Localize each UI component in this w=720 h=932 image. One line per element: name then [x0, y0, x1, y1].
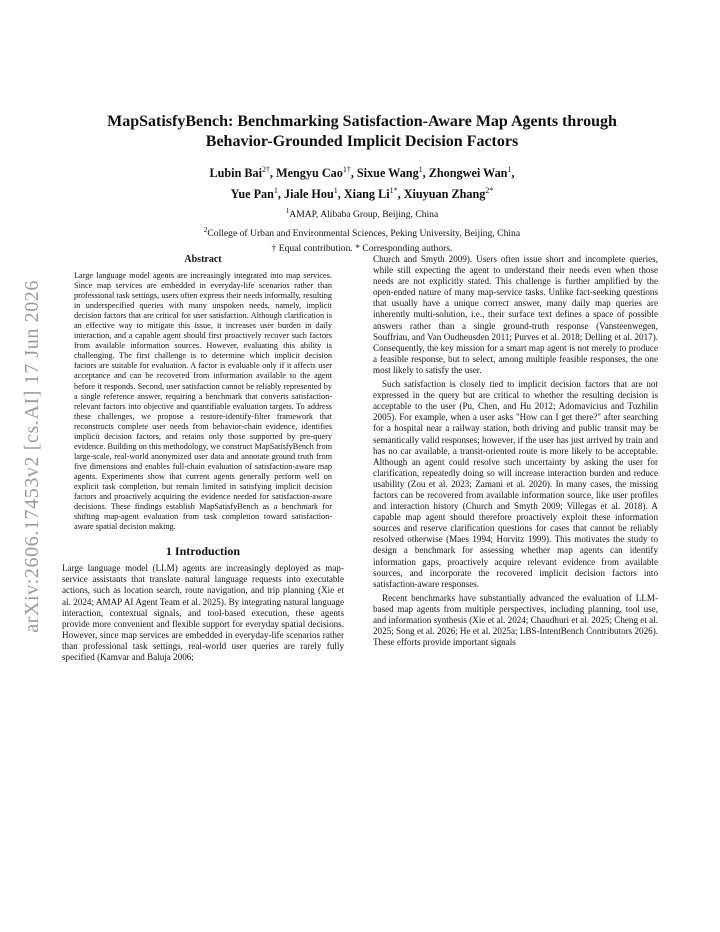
author-name: Lubin Bai: [209, 166, 263, 181]
introduction-paragraph: Large language model (LLM) agents are increasingly deployed as map-service assistants that translate natural language requests into executable actions, such as location search, route navigation, and trip planning (Xie et al. 2024; AMAP AI Agent Team et al. 2025). By integrating natural language interaction, contextual signals, and tool-based execution, these agents provide more convenient and flexible support for everyday spatial decisions. However, since map services are embedded in everyday-life scenarios rather than professional task settings, real-world user queries are rarely fully specified (Kamvar and Baluja 2006;: [62, 563, 344, 662]
paper-header: [62, 112, 662, 255]
title-line-2: Behavior-Grounded Implicit Decision Factors: [205, 133, 519, 150]
abstract-heading: Abstract: [184, 254, 222, 265]
title-line-1: MapSatisfyBench: Benchmarking Satisfaction-Aware Map Agents through: [107, 113, 617, 130]
author-name: Zhongwei Wan: [428, 166, 508, 181]
author-name: Yue Pan: [230, 187, 274, 202]
right-column: [373, 254, 658, 648]
author-sup: 1: [333, 186, 338, 196]
author-sup: 1: [507, 165, 512, 174]
abstract-text: Large language model agents are increasingly integrated into map services. Since map services are embedded in everyday-life scenarios rather than professional task settings, users often express their needs informally, resulting in underspecified queries with many unspoken needs, namely, implicit decision factors that are critical for user satisfaction. Although clarification is an effective way to mitigate this issue, it increases user burden in daily interaction, and a capable agent should first proactively recover such factors from available information sources. However, evaluating this ability is challenging. The first challenge is to determine which implicit decision factors are suitable for evaluation. A factor is evaluable only if it affects user acceptance and can be recovered from information available to the agent before it responds. Second, user satisfaction cannot be reliably represented by a single reference answer, requiring a benchmark that converts satisfaction-relevant factors into objective and quantifiable evaluation targets. To address these challenges, we propose a restore-identify-filter framework that reconstructs complete user needs from behavior-chain evidence, identifies implicit decision factors, and retains only those supported by pre-query evidence. Building on this methodology, we construct MapSatisfyBench from large-scale, real-world anonymized user data and annotate ground truth from five dimensions and enables full-chain evaluation of satisfaction-aware map agents. Experiments show that current agents generally perform well on explicit task completion, but remain limited in satisfying implicit decision factors and proactively acquiring the evidence needed for satisfaction-aware decisions. These findings establish MapSatisfyBench as a benchmark for shifting map-agent evaluation from task completion toward satisfaction-aware spatial decision making.: [74, 271, 332, 532]
affiliation-2: [62, 224, 662, 241]
author-sup: 2†: [262, 165, 271, 174]
author-name: Sixue Wang: [356, 166, 419, 181]
right-paragraph-1: Church and Smyth 2009). Users often issue short and incomplete queries, while still expecting the agent to understand their needs even when those needs are not explicitly stated. This challenge is further amplified by the open-ended nature of many map-service tasks. Unlike fact-seeking questions that usually have a unique correct answer, many daily map queries are inherently multi-solution, i.e., their surface text defines a space of possible answers rather than a single ground-truth response (Vansteenwegen, Souffriau, and Van Oudheusden 2011; Purves et al. 2018; Delling et al. 2017). Consequently, the key mission for a smart map agent is not merely to produce a feasible response, but to select, among multiple feasible responses, the one most likely to satisfy the user.: [373, 254, 658, 375]
affiliation-sup: 1: [285, 207, 290, 216]
author-name: Jiale Hou: [284, 187, 334, 202]
affiliation-text: College of Urban and Environmental Sciences, Peking University, Beijing, China: [207, 228, 521, 239]
right-paragraph-2: Such satisfaction is closely tied to implicit decision factors that are not expressed in the query but are critical to whether the resulting decision is acceptable to the user (Pu, Chen, and Hu 2012; Adomavicius and Tuzhilin 2005). For example, when a user asks "How can I get there?" after searching for a hospital near a railway station, both driving and public transit may be semantically valid responses; however, if the user has just arrived by train and has no car available, a transit-oriented route is more likely to be acceptable. Although an agent could resolve such uncertainty by asking the user for clarification, repeatedly doing so will increase interaction burden and reduce usability (Zou et al. 2023; Zamani et al. 2020). In many cases, the missing factors can be recovered from available information source, like user profiles and interaction history (Church and Smyth 2009; Villegas et al. 2018). A capable map agent should therefore proactively exploit these information sources and reserve clarification questions for cases that cannot be reliably resolved otherwise (Maes 1994; Horvitz 1999). This motivates the study to design a benchmark for assessing whether map agents can identify information gaps, proactively acquire relevant evidence from available sources, and incorporate the recovered implicit decision factors into satisfaction-aware responses.: [373, 379, 658, 589]
arxiv-identifier-stamp: [14, 262, 50, 650]
author-sup: 1: [418, 165, 423, 174]
affiliation-sup: 2: [203, 225, 208, 234]
affiliation-1: [62, 205, 662, 222]
author-list: Lubin Bai$^{2\dagger}$, Mengyu Cao$^{1\dagger}$, Sixue Wang$^1$, Zhongwei Wan$^1$, Yue Pan$^1$, Jiale Hou$^1$, Xiang $Li^{1*}$, Xiuyuan Zhang$^{2*}$: [209, 165, 515, 202]
affiliation-text: AMAP, Alibaba Group, Beijing, China: [289, 209, 439, 221]
right-paragraph-3: Recent benchmarks have substantially advanced the evaluation of LLM-based map agents from multiple perspectives, including planning, tool use, and information synthesis (Xie et al. 2024; Chaudhuri et al. 2025; Cheng et al. 2025; Song et al. 2026; He et al. 2025a; LBS-IntentBench Contributors 2026). These efforts provide important signals: [373, 592, 658, 648]
paper-title: [62, 112, 662, 152]
author-name: Xiuyuan Zhang: [403, 187, 486, 202]
introduction-heading: 1 Introduction: [165, 544, 241, 559]
author-name: Xiang Li: [343, 187, 390, 202]
author-sup: 1*: [389, 186, 398, 196]
author-name: Mengyu Cao: [276, 166, 343, 181]
author-sup: 1: [273, 186, 278, 196]
arxiv-identifier-text: arXiv:2606.17453v2 [cs.AI] 17 Jun 2026: [20, 279, 43, 633]
author-sup: 1†: [342, 165, 351, 174]
left-column: [62, 254, 344, 663]
contribution-note: † Equal contribution. * Corresponding authors.: [271, 242, 453, 254]
author-sup: 2*: [485, 186, 494, 196]
